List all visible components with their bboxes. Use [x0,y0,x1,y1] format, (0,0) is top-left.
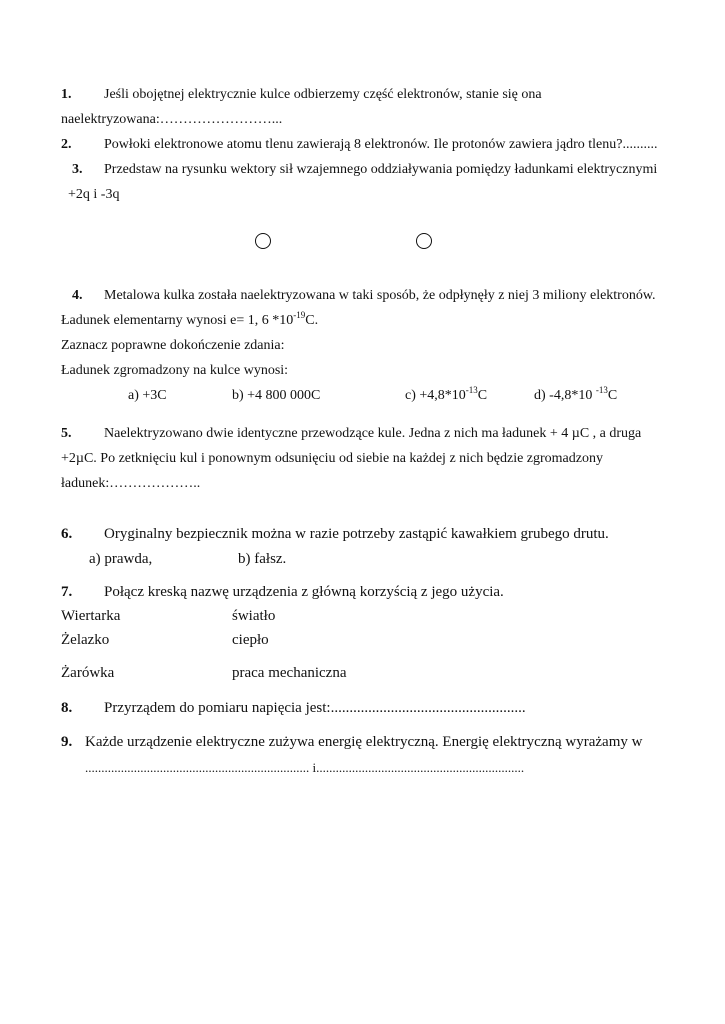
device-item: Wiertarka [61,608,121,624]
benefit-item: ciepło [232,632,269,648]
question-text: Naelektryzowano dwie identyczne przewodzące kule. Jedna z nich ma ładunek + 4 µC , a druga [104,426,642,441]
question-number: 1. [61,87,72,102]
charge-circle-left [255,233,271,249]
question-text-continued: +2µC. Po zetknięciu kul i ponownym odsunięciu od siebie na każdej z nich będzie zgromadzony [61,451,603,466]
answer-blanks: ..................................................................... i................................................................ [85,760,525,775]
option-a: a) +3C [128,388,167,403]
question-text: Powłoki elektronowe atomu tlenu zawierają 8 elektronów. Ile protonów zawiera jądro tlenu?.......... [104,137,658,152]
question-text: Przyrządem do pomiaru napięcia jest:.................................................... [104,700,526,716]
question-number: 6. [61,526,73,542]
benefit-item: światło [232,608,276,624]
option-false: b) fałsz. [238,551,287,567]
option-true: a) prawda, [89,551,153,567]
option-b: b) +4 800 000C [232,388,321,403]
question-number: 5. [61,426,72,441]
sentence-stem: Ładunek zgromadzony na kulce wynosi: [61,363,289,378]
question-number: 4. [72,288,83,303]
device-item: Żarówka [61,665,115,681]
benefit-item: praca mechaniczna [232,665,347,681]
question-number: 8. [61,700,73,716]
question-number: 9. [61,734,73,750]
question-number: 7. [61,584,73,600]
question-text: Przedstaw na rysunku wektory sił wzajemnego oddziaływania pomiędzy ładunkami elektrycznymi [104,162,658,177]
instruction-text: Zaznacz poprawne dokończenie zdania: [61,338,285,353]
question-text: Każde urządzenie elektryczne zużywa energię elektryczną. Energię elektryczną wyrażamy w [85,734,643,750]
question-number: 3. [72,162,83,177]
question-text-answer: ładunek:……………….. [61,476,201,491]
option-d: d) -4,8*10 $^{-13}$C [534,385,618,403]
question-text: Metalowa kulka została naelektryzowana w taki sposób, że odpłynęły z niej 3 miliony elektronów. [104,288,656,303]
charges-label: +2q i -3q [68,187,120,202]
elementary-charge-line: Ładunek elementarny wynosi e= 1, 6 $*10^{-19}C$. [61,310,319,328]
question-text: Połącz kreską nazwę urządzenia z główną korzyścią z jego użycia. [104,584,504,600]
option-c: $c) +4,8*10^{-13}C$ [405,385,488,403]
device-item: Żelazko [61,632,110,648]
charge-circle-right [416,233,432,249]
question-text: Oryginalny bezpiecznik można w razie potrzeby zastąpić kawałkiem grubego drutu. [104,526,609,542]
question-text-continued: naelektryzowana:……………………... [61,112,283,127]
question-text: Jeśli obojętnej elektrycznie kulce odbierzemy część elektronów, stanie się ona [104,87,542,102]
question-number: 2. [61,137,72,152]
